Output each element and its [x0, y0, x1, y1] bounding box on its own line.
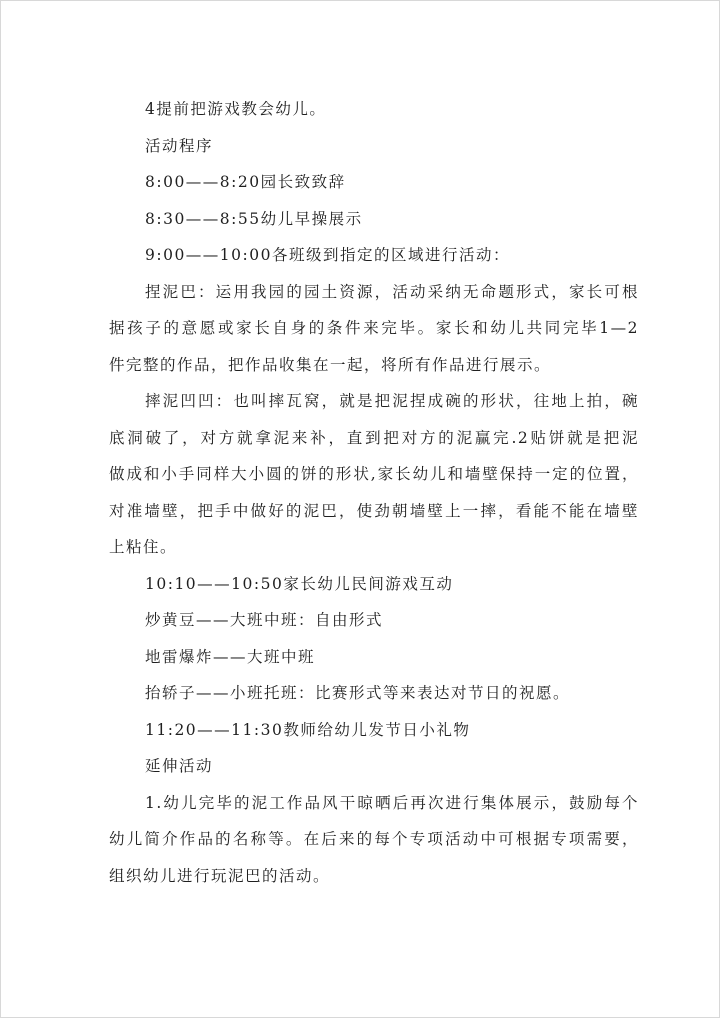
game-item: 抬轿子——小班托班：比赛形式等来表达对节日的祝愿。 [145, 684, 571, 702]
paragraph-line: 幼儿简介作品的名称等。在后来的每个专项活动中可根据专项需要， [109, 830, 639, 848]
schedule-item: 9:00——10:00各班级到指定的区域进行活动： [145, 246, 510, 264]
text-line: 4提前把游戏教会幼儿。 [145, 100, 327, 118]
paragraph-line: 件完整的作品，把作品收集在一起，将所有作品进行展示。 [109, 355, 552, 374]
schedule-item: 11:20——11:30教师给幼儿发节日小礼物 [145, 720, 471, 739]
schedule-item: 10:10——10:50家长幼儿民间游戏互动 [145, 574, 454, 593]
paragraph-line: 底洞破了，对方就拿泥来补，直到把对方的泥赢完.2贴饼就是把泥 [109, 428, 639, 447]
paragraph-line: 据孩子的意愿或家长自身的条件来完毕。家长和幼儿共同完毕1—2 [109, 319, 639, 337]
paragraph-line: 摔泥凹凹：也叫摔瓦窝，就是把泥捏成碗的形状，往地上拍，碗 [145, 392, 639, 410]
paragraph-line: 1.幼儿完毕的泥工作品风干晾晒后再次进行集体展示，鼓励每个 [145, 793, 639, 812]
schedule-item: 8:30——8:55幼儿早操展示 [145, 209, 363, 228]
paragraph-line: 捏泥巴：运用我园的园土资源，活动采纳无命题形式，家长可根 [145, 282, 639, 301]
paragraph-line: 上粘住。 [109, 538, 178, 556]
schedule-item: 8:00——8:20园长致致辞 [145, 173, 346, 191]
paragraph-line: 组织幼儿进行玩泥巴的活动。 [109, 866, 331, 885]
game-item: 炒黄豆——大班中班：自由形式 [145, 611, 384, 629]
document-body [109, 91, 639, 894]
paragraph-line: 做成和小手同样大小圆的饼的形状,家长幼儿和墙壁保持一定的位置， [109, 465, 639, 483]
paragraph-line: 对准墙壁，把手中做好的泥巴，使劲朝墙壁上一摔，看能不能在墙壁 [109, 501, 639, 520]
game-item: 地雷爆炸——大班中班 [145, 647, 316, 666]
section-heading-activity-procedure: 活动程序 [145, 136, 214, 155]
section-heading-extension-activity: 延伸活动 [145, 757, 214, 775]
